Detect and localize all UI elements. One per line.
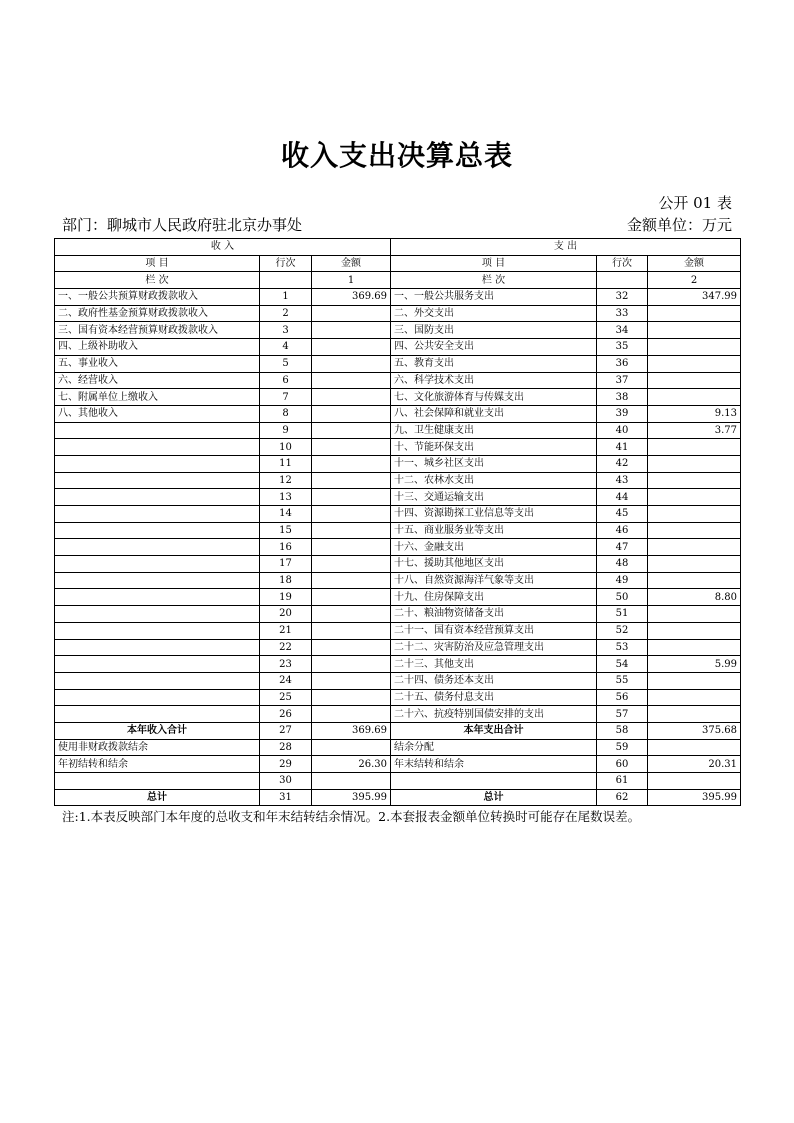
income-amount-cell <box>312 355 391 372</box>
expense-lanci-blank <box>597 272 648 289</box>
expense-line-cell: 53 <box>597 639 648 656</box>
expense-amount-cell <box>648 689 741 706</box>
expense-item-cell: 六、科学技术支出 <box>391 372 597 389</box>
income-amount-cell <box>312 739 391 756</box>
column-header-row <box>55 255 741 272</box>
expense-line-cell: 36 <box>597 355 648 372</box>
expense-amount-cell <box>648 506 741 523</box>
income-item-cell: 二、政府性基金预算财政拨款收入 <box>55 305 260 322</box>
expense-item-cell: 八、社会保障和就业支出 <box>391 405 597 422</box>
income-line-cell: 16 <box>260 539 312 556</box>
income-amount-header: 金额 <box>312 255 391 272</box>
expense-amount-header: 金额 <box>648 255 741 272</box>
expense-item-cell: 十三、交通运输支出 <box>391 489 597 506</box>
income-line-cell: 4 <box>260 339 312 356</box>
income-item-cell <box>55 472 260 489</box>
table-row <box>55 672 741 689</box>
expense-line-cell: 35 <box>597 339 648 356</box>
table-row <box>55 339 741 356</box>
expense-item-cell: 十六、金融支出 <box>391 539 597 556</box>
column-number-row <box>55 272 741 289</box>
expense-item-cell: 十七、援助其他地区支出 <box>391 556 597 573</box>
table-row <box>55 589 741 606</box>
expense-line-cell: 62 <box>597 789 648 806</box>
income-amount-cell <box>312 656 391 673</box>
subtotal-row <box>55 722 741 739</box>
expense-amount-cell <box>648 556 741 573</box>
expense-item-header: 项 目 <box>391 255 597 272</box>
table-row <box>55 656 741 673</box>
expense-amount-cell <box>648 389 741 406</box>
expense-line-cell: 61 <box>597 773 648 790</box>
income-line-cell: 2 <box>260 305 312 322</box>
expense-item-cell: 三、国防支出 <box>391 322 597 339</box>
income-amount-cell <box>312 489 391 506</box>
income-amount-cell <box>312 522 391 539</box>
expense-line-cell: 32 <box>597 289 648 306</box>
table-row <box>55 756 741 773</box>
income-item-cell <box>55 656 260 673</box>
department-label: 部门：聊城市人民政府驻北京办事处 <box>62 216 303 234</box>
income-amount-cell: 26.30 <box>312 756 391 773</box>
expense-item-cell: 十四、资源勘探工业信息等支出 <box>391 506 597 523</box>
income-item-cell: 六、经营收入 <box>55 372 260 389</box>
income-item-cell: 八、其他收入 <box>55 405 260 422</box>
income-item-cell: 一、一般公共预算财政拨款收入 <box>55 289 260 306</box>
income-amount-cell <box>312 689 391 706</box>
expense-amount-cell: 8.80 <box>648 589 741 606</box>
expense-item-cell: 结余分配 <box>391 739 597 756</box>
expense-line-cell: 43 <box>597 472 648 489</box>
expense-line-cell: 41 <box>597 439 648 456</box>
expense-amount-cell <box>648 622 741 639</box>
income-line-cell: 15 <box>260 522 312 539</box>
income-amount-cell <box>312 606 391 623</box>
expense-amount-cell <box>648 455 741 472</box>
income-item-cell <box>55 572 260 589</box>
income-line-cell: 30 <box>260 773 312 790</box>
income-amount-cell <box>312 706 391 723</box>
income-amount-cell <box>312 305 391 322</box>
table-row <box>55 289 741 306</box>
expense-item-cell: 十八、自然资源海洋气象等支出 <box>391 572 597 589</box>
income-amount-cell <box>312 556 391 573</box>
income-amount-cell <box>312 672 391 689</box>
income-item-cell <box>55 622 260 639</box>
table-row <box>55 556 741 573</box>
expense-item-cell: 二十一、国有资本经营预算支出 <box>391 622 597 639</box>
income-amount-cell <box>312 472 391 489</box>
amount-unit-label: 金额单位：万元 <box>626 216 732 234</box>
table-row <box>55 439 741 456</box>
expense-line-cell: 50 <box>597 589 648 606</box>
table-row <box>55 372 741 389</box>
income-line-cell: 21 <box>260 622 312 639</box>
table-row <box>55 389 741 406</box>
expense-amount-cell <box>648 439 741 456</box>
income-item-cell: 年初结转和结余 <box>55 756 260 773</box>
income-line-cell: 14 <box>260 506 312 523</box>
income-item-cell <box>55 589 260 606</box>
income-item-cell <box>55 522 260 539</box>
expense-item-cell: 七、文化旅游体育与传媒支出 <box>391 389 597 406</box>
income-amount-cell <box>312 773 391 790</box>
table-row <box>55 572 741 589</box>
income-line-cell: 12 <box>260 472 312 489</box>
expense-line-cell: 49 <box>597 572 648 589</box>
income-amount-cell <box>312 322 391 339</box>
expense-item-cell: 一、一般公共服务支出 <box>391 289 597 306</box>
expense-item-cell: 年末结转和结余 <box>391 756 597 773</box>
table-row <box>55 305 741 322</box>
income-item-cell <box>55 539 260 556</box>
income-item-cell <box>55 639 260 656</box>
page-title: 收入支出决算总表 <box>280 139 513 172</box>
expense-line-cell: 42 <box>597 455 648 472</box>
expense-line-cell: 60 <box>597 756 648 773</box>
income-amount-cell: 395.99 <box>312 789 391 806</box>
expense-amount-cell <box>648 773 741 790</box>
expense-item-cell: 二十二、灾害防治及应急管理支出 <box>391 639 597 656</box>
table-row <box>55 405 741 422</box>
income-line-cell: 6 <box>260 372 312 389</box>
expense-item-cell: 二十五、债务付息支出 <box>391 689 597 706</box>
income-item-cell <box>55 773 260 790</box>
expense-item-cell: 十五、商业服务业等支出 <box>391 522 597 539</box>
expense-line-cell: 51 <box>597 606 648 623</box>
expense-line-cell: 54 <box>597 656 648 673</box>
expense-amount-cell <box>648 739 741 756</box>
expense-amount-cell: 395.99 <box>648 789 741 806</box>
expense-line-cell: 55 <box>597 672 648 689</box>
table-row <box>55 489 741 506</box>
income-amount-cell <box>312 339 391 356</box>
expense-line-cell: 58 <box>597 722 648 739</box>
expense-amount-cell <box>648 355 741 372</box>
expense-amount-cell <box>648 489 741 506</box>
income-line-cell: 25 <box>260 689 312 706</box>
expense-lanci-label: 栏 次 <box>391 272 597 289</box>
income-item-cell <box>55 606 260 623</box>
income-line-cell: 29 <box>260 756 312 773</box>
expense-item-cell: 九、卫生健康支出 <box>391 422 597 439</box>
footnote: 注:1.本表反映部门本年度的总收支和年末结转结余情况。2.本套报表金额单位转换时可能存在尾数误差。 <box>62 809 641 824</box>
income-line-cell: 24 <box>260 672 312 689</box>
income-line-cell: 18 <box>260 572 312 589</box>
table-row <box>55 355 741 372</box>
expense-item-cell: 二十、粮油物资储备支出 <box>391 606 597 623</box>
income-item-header: 项 目 <box>55 255 260 272</box>
table-row <box>55 422 741 439</box>
income-line-cell: 10 <box>260 439 312 456</box>
expense-line-cell: 39 <box>597 405 648 422</box>
income-lanci-blank <box>260 272 312 289</box>
income-amount-cell <box>312 539 391 556</box>
income-line-cell: 8 <box>260 405 312 422</box>
expense-line-cell: 46 <box>597 522 648 539</box>
income-item-cell <box>55 506 260 523</box>
table-row <box>55 773 741 790</box>
expense-item-cell: 十、节能环保支出 <box>391 439 597 456</box>
table-row <box>55 706 741 723</box>
income-line-cell: 17 <box>260 556 312 573</box>
income-amount-cell <box>312 639 391 656</box>
income-amount-cell <box>312 455 391 472</box>
table-row <box>55 472 741 489</box>
income-line-cell: 31 <box>260 789 312 806</box>
expense-line-cell: 40 <box>597 422 648 439</box>
expense-line-cell: 56 <box>597 689 648 706</box>
expense-line-cell: 57 <box>597 706 648 723</box>
income-line-header: 行次 <box>260 255 312 272</box>
expense-item-cell: 本年支出合计 <box>391 722 597 739</box>
expense-line-cell: 59 <box>597 739 648 756</box>
income-line-cell: 9 <box>260 422 312 439</box>
table-row <box>55 689 741 706</box>
expense-line-cell: 47 <box>597 539 648 556</box>
income-amount-cell <box>312 422 391 439</box>
income-column-number: 1 <box>312 272 391 289</box>
expense-item-cell: 十一、城乡社区支出 <box>391 455 597 472</box>
expense-amount-cell <box>648 639 741 656</box>
income-item-cell: 使用非财政拨款结余 <box>55 739 260 756</box>
income-line-cell: 27 <box>260 722 312 739</box>
income-amount-cell <box>312 372 391 389</box>
expense-item-cell: 二十四、债务还本支出 <box>391 672 597 689</box>
income-amount-cell <box>312 589 391 606</box>
table-row <box>55 622 741 639</box>
table-row <box>55 455 741 472</box>
expense-item-cell: 五、教育支出 <box>391 355 597 372</box>
expense-line-cell: 33 <box>597 305 648 322</box>
expense-item-cell: 二十六、抗疫特别国债安排的支出 <box>391 706 597 723</box>
income-item-cell: 四、上级补助收入 <box>55 339 260 356</box>
income-item-cell <box>55 706 260 723</box>
expense-amount-cell: 20.31 <box>648 756 741 773</box>
income-line-cell: 19 <box>260 589 312 606</box>
income-line-cell: 28 <box>260 739 312 756</box>
income-line-cell: 5 <box>260 355 312 372</box>
income-line-cell: 22 <box>260 639 312 656</box>
table-body <box>55 239 741 806</box>
income-item-cell: 五、事业收入 <box>55 355 260 372</box>
expense-amount-cell <box>648 606 741 623</box>
income-line-cell: 20 <box>260 606 312 623</box>
expense-amount-cell <box>648 706 741 723</box>
expense-item-cell: 总计 <box>391 789 597 806</box>
income-item-cell <box>55 489 260 506</box>
income-item-cell <box>55 672 260 689</box>
expense-amount-cell <box>648 305 741 322</box>
expense-amount-cell <box>648 572 741 589</box>
income-amount-cell: 369.69 <box>312 722 391 739</box>
income-item-cell: 七、附属单位上缴收入 <box>55 389 260 406</box>
expense-amount-cell <box>648 322 741 339</box>
table-row <box>55 606 741 623</box>
income-line-cell: 26 <box>260 706 312 723</box>
income-lanci-label: 栏 次 <box>55 272 260 289</box>
income-item-cell <box>55 556 260 573</box>
table-row <box>55 322 741 339</box>
expense-line-cell: 38 <box>597 389 648 406</box>
income-item-cell <box>55 439 260 456</box>
expense-amount-cell: 3.77 <box>648 422 741 439</box>
income-header: 收 入 <box>55 239 391 256</box>
table-row <box>55 639 741 656</box>
income-expense-table <box>54 238 741 806</box>
income-amount-cell <box>312 506 391 523</box>
income-line-cell: 7 <box>260 389 312 406</box>
form-number: 公开 01 表 <box>658 194 732 212</box>
income-line-cell: 1 <box>260 289 312 306</box>
income-amount-cell <box>312 405 391 422</box>
expense-amount-cell <box>648 672 741 689</box>
total-row <box>55 789 741 806</box>
section-header-row <box>55 239 741 256</box>
table-row <box>55 506 741 523</box>
table-row <box>55 739 741 756</box>
income-amount-cell <box>312 389 391 406</box>
expense-amount-cell: 347.99 <box>648 289 741 306</box>
income-line-cell: 3 <box>260 322 312 339</box>
income-item-cell: 三、国有资本经营预算财政拨款收入 <box>55 322 260 339</box>
income-amount-cell <box>312 572 391 589</box>
income-item-cell <box>55 455 260 472</box>
income-line-cell: 13 <box>260 489 312 506</box>
expense-item-cell: 四、公共安全支出 <box>391 339 597 356</box>
income-amount-cell: 369.69 <box>312 289 391 306</box>
expense-item-cell: 十九、住房保障支出 <box>391 589 597 606</box>
expense-item-cell <box>391 773 597 790</box>
expense-amount-cell <box>648 339 741 356</box>
expense-amount-cell <box>648 372 741 389</box>
income-amount-cell <box>312 439 391 456</box>
expense-header: 支 出 <box>391 239 741 256</box>
income-item-cell <box>55 689 260 706</box>
income-item-cell <box>55 422 260 439</box>
table-row <box>55 522 741 539</box>
expense-amount-cell: 9.13 <box>648 405 741 422</box>
table-row <box>55 539 741 556</box>
expense-line-cell: 37 <box>597 372 648 389</box>
income-amount-cell <box>312 622 391 639</box>
income-line-cell: 23 <box>260 656 312 673</box>
expense-amount-cell: 5.99 <box>648 656 741 673</box>
income-item-cell: 本年收入合计 <box>55 722 260 739</box>
expense-line-cell: 52 <box>597 622 648 639</box>
expense-amount-cell <box>648 522 741 539</box>
expense-line-cell: 44 <box>597 489 648 506</box>
expense-item-cell: 十二、农林水支出 <box>391 472 597 489</box>
expense-amount-cell <box>648 539 741 556</box>
income-line-cell: 11 <box>260 455 312 472</box>
expense-item-cell: 二十三、其他支出 <box>391 656 597 673</box>
expense-column-number: 2 <box>648 272 741 289</box>
expense-line-cell: 45 <box>597 506 648 523</box>
expense-line-cell: 34 <box>597 322 648 339</box>
expense-line-cell: 48 <box>597 556 648 573</box>
expense-item-cell: 二、外交支出 <box>391 305 597 322</box>
income-item-cell: 总计 <box>55 789 260 806</box>
expense-amount-cell: 375.68 <box>648 722 741 739</box>
expense-line-header: 行次 <box>597 255 648 272</box>
expense-amount-cell <box>648 472 741 489</box>
